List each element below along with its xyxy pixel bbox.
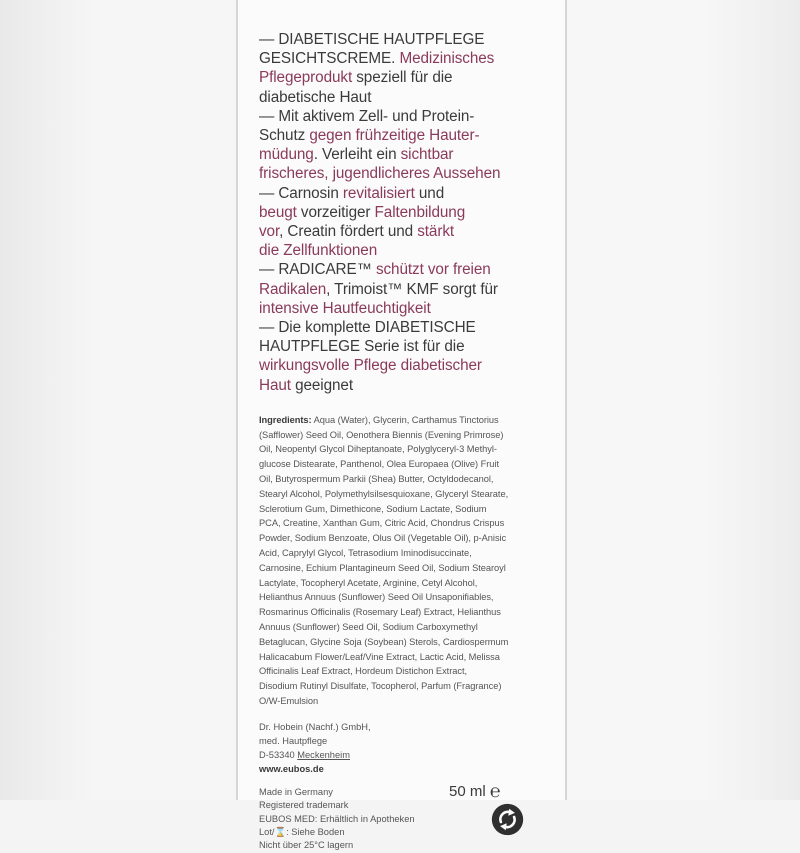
ingredients-line: Halicacabum Flower/Leaf/Vine Extract, Lactic Acid, Melissa <box>259 651 500 662</box>
claim-text: — Mit aktivem Zell- und Protein- <box>259 107 475 125</box>
ingredients-line: Stearyl Alcohol, Polymethylsilsesquioxane, Glyceryl Stearate, <box>259 488 509 499</box>
company-city: Meckenheim <box>297 749 350 760</box>
claim-text: , Trimoist™ KMF sorgt für <box>326 280 498 298</box>
ingredients-line: glucose Distearate, Panthenol, Olea Europaea (Olive) Fruit <box>259 459 499 470</box>
claim-text: GESICHTSCREME. <box>259 50 400 68</box>
claim-highlight: Faltenbildung <box>374 203 466 221</box>
claim-highlight: sichtbar <box>400 146 454 164</box>
volume-label <box>449 780 501 801</box>
claim-highlight: frischeres, jugendlicheres Aussehen <box>259 165 501 183</box>
claim-text: — Carnosin <box>259 184 343 202</box>
claim-highlight: wirkungsvolle Pflege diabetischer <box>259 357 482 375</box>
ingredients-line: Powder, Sodium Benzoate, Olus Oil (Vegetable Oil), p-Anisic <box>259 533 507 544</box>
ingredients-line: Oil, Neopentyl Glycol Diheptanoate, Polyglyceryl-3 Methyl- <box>259 444 497 455</box>
ingredients-line: (Safflower) Seed Oil, Oenothera Biennis (Evening Primrose) <box>259 429 504 440</box>
company-division: med. Hautpflege <box>259 735 328 746</box>
ingredients-line: Oil, Butyrospermum Parkii (Shea) Butter, Octyldodecanol, <box>259 474 494 485</box>
package-text <box>259 30 564 853</box>
claim-text: — Die komplette DIABETISCHE <box>259 319 476 337</box>
ingredients-line: Betaglucan, Glycine Soja (Soybean) Sterols, Cardiospermum <box>259 636 509 647</box>
bottom-info-row <box>259 780 564 853</box>
trademark-text: Registered trademark <box>259 800 349 811</box>
lot-text: Lot/⌛: Siehe Boden <box>259 827 345 838</box>
company-name: Dr. Hobein (Nachf.) GmbH, <box>259 721 371 732</box>
ingredients-line: Sclerotium Gum, Dimethicone, Sodium Lactate, Sodium <box>259 503 487 514</box>
claim-highlight: intensive Hautfeuchtigkeit <box>259 299 431 317</box>
storage-text: Nicht über 25°C lagern <box>259 840 354 851</box>
ingredients-line: Carnosine, Echium Plantagineum Seed Oil, Sodium Stearoyl <box>259 562 506 573</box>
claim-paragraph <box>259 318 564 395</box>
claim-highlight: Haut <box>259 376 291 394</box>
claim-highlight: schützt vor freien <box>375 261 491 279</box>
package-edge-right <box>565 0 567 800</box>
claim-highlight: revitalisiert <box>342 184 415 202</box>
claim-text: diabetische Haut <box>259 88 372 106</box>
claim-paragraph <box>259 30 564 107</box>
ingredients-line: O/W-Emulsion <box>259 696 319 706</box>
ingredients-line: Officinalis Leaf Extract, Hordeum Distichon Extract, <box>259 666 468 677</box>
made-in-text: Made in Germany <box>259 786 333 797</box>
claim-text: vorzeitiger <box>296 203 375 221</box>
claim-text: speziell für die <box>352 69 453 87</box>
ingredients-line: Helianthus Annuus (Sunflower) Seed Oil Unsaponifiables, <box>259 592 494 603</box>
recycle-icon <box>491 803 524 836</box>
company-website: www.eubos.de <box>259 763 324 774</box>
ingredients-line: Lactylate, Tocopheryl Acetate, Arginine, Cetyl Alcohol, <box>259 577 478 588</box>
claim-text: — RADICARE™ <box>259 261 376 279</box>
claim-text: Schutz <box>259 127 310 145</box>
claim-highlight: die Zellfunktionen <box>259 242 378 260</box>
claim-highlight: beugt <box>259 203 297 221</box>
availability-text: EUBOS MED: Erhältlich in Apotheken <box>259 813 415 824</box>
claim-highlight: Pflegeprodukt <box>259 69 353 87</box>
claim-paragraph <box>259 260 564 318</box>
claim-paragraph <box>259 184 564 261</box>
claim-highlight: müdung <box>259 146 314 164</box>
claim-text: HAUTPFLEGE Serie ist für die <box>259 338 465 356</box>
volume-amount: 50 ml <box>449 782 486 800</box>
claim-highlight: gegen frühzeitige Hauter- <box>309 127 480 145</box>
ingredients-line: Acid, Caprylyl Glycol, Tetrasodium Iminodisuccinate, <box>259 548 472 559</box>
estimated-sign-icon: ℮ <box>489 780 501 801</box>
ingredients-line: Rosmarinus Officinalis (Rosemary Leaf) Extract, Helianthus <box>259 607 501 618</box>
ingredients-line: Annuus (Sunflower) Seed Oil, Sodium Carboxymethyl <box>259 622 478 633</box>
package-edge-left <box>236 0 238 800</box>
ingredients-line: PCA, Creatine, Xanthan Gum, Citric Acid, Chondrus Crispus <box>259 518 505 529</box>
claim-text: und <box>414 184 445 202</box>
claim-highlight: Radikalen <box>259 280 327 298</box>
claim-text: geeignet <box>290 376 353 394</box>
ingredients-label: Ingredients: <box>259 414 312 425</box>
company-postcode: D-53340 <box>259 749 298 760</box>
ingredients-line: Aqua (Water), Glycerin, Carthamus Tinctorius <box>311 414 499 425</box>
claim-paragraph <box>259 107 564 184</box>
product-claims <box>259 30 564 395</box>
claim-text: — DIABETISCHE HAUTPFLEGE <box>259 31 485 48</box>
ingredients-list <box>259 413 564 709</box>
claim-text: . Verleiht ein <box>313 146 401 164</box>
company-address <box>259 748 564 762</box>
claim-highlight: Medizinisches <box>399 50 495 68</box>
claim-highlight: stärkt <box>417 223 455 241</box>
manufacturer-block <box>259 720 564 776</box>
claim-highlight: vor <box>259 223 280 241</box>
claim-text: , Creatin fördert und <box>279 223 418 241</box>
ingredients-line: Disodium Rutinyl Disulfate, Tocopherol, Parfum (Fragrance) <box>259 681 502 692</box>
